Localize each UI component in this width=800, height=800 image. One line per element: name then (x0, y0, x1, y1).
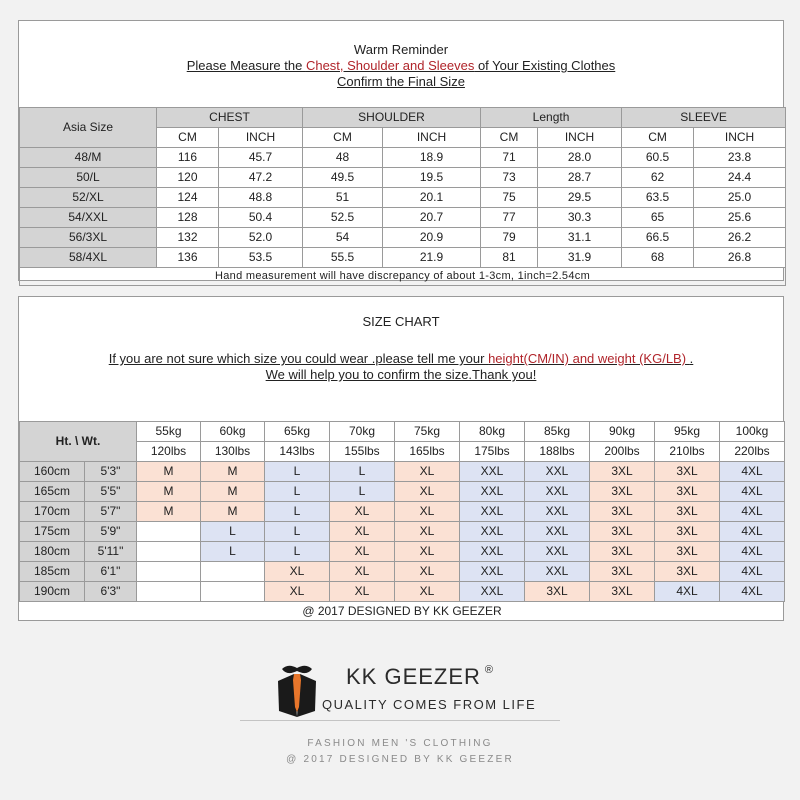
brand-name-text: KK GEEZER (346, 664, 481, 689)
weight-lbs-header: 210lbs (655, 442, 720, 462)
size-chart-row (20, 562, 785, 582)
height-ft-label: 5'11" (85, 542, 137, 562)
height-ft-label: 5'3" (85, 462, 137, 482)
size-cell: L (265, 502, 330, 522)
measurement-row (20, 148, 786, 168)
height-ft-label: 5'9" (85, 522, 137, 542)
measurement-cell: 18.9 (383, 148, 481, 168)
size-cell: 4XL (720, 482, 785, 502)
size-chart-row (20, 502, 785, 522)
size-cell: L (201, 522, 265, 542)
weight-kg-header: 100kg (720, 422, 785, 442)
measurement-cell: 54 (303, 228, 383, 248)
measurement-cell: 31.1 (538, 228, 622, 248)
measurement-cell: 20.9 (383, 228, 481, 248)
size-label: 50/L (20, 168, 157, 188)
reminder-suffix: of Your Existing Clothes (474, 58, 616, 73)
size-cell: L (201, 542, 265, 562)
weight-lbs-header: 220lbs (720, 442, 785, 462)
size-label: 58/4XL (20, 248, 157, 268)
size-cell: M (137, 462, 201, 482)
size-chart-row (20, 462, 785, 482)
size-chart-row (20, 482, 785, 502)
measurement-cell: 20.1 (383, 188, 481, 208)
instruction-highlight: height(CM/IN) and weight (KG/LB) (488, 351, 690, 366)
size-cell: XL (265, 582, 330, 602)
measurement-cell: 19.5 (383, 168, 481, 188)
size-cell: L (265, 522, 330, 542)
weight-kg-header: 80kg (460, 422, 525, 442)
weight-kg-header: 75kg (395, 422, 460, 442)
unit-header: INCH (694, 128, 786, 148)
reminder-prefix: Please Measure the (186, 58, 306, 73)
weight-kg-header: 55kg (137, 422, 201, 442)
size-cell (201, 582, 265, 602)
size-cell: XXL (460, 522, 525, 542)
size-cell: 3XL (590, 582, 655, 602)
unit-header: INCH (538, 128, 622, 148)
footer-copyright: @ 2017 DESIGNED BY KK GEEZER (286, 754, 514, 765)
measurement-cell: 124 (157, 188, 219, 208)
height-cm-label: 175cm (20, 522, 85, 542)
size-cell: 4XL (720, 582, 785, 602)
weight-lbs-header: 120lbs (137, 442, 201, 462)
size-cell: XXL (525, 482, 590, 502)
measurement-note: Hand measurement will have discrepancy of about 1-3cm, 1inch=2.54cm (20, 268, 786, 286)
size-cell: XL (395, 502, 460, 522)
measurement-group-row (20, 108, 786, 128)
height-cm-label: 185cm (20, 562, 85, 582)
weight-kg-header: 95kg (655, 422, 720, 442)
size-cell: XXL (460, 462, 525, 482)
measurement-cell: 120 (157, 168, 219, 188)
size-chart-help: We will help you to confirm the size.Thank you! (265, 367, 537, 382)
weight-kg-header: 65kg (265, 422, 330, 442)
instruction-prefix: If you are not sure which size you could wear .please tell me your (108, 351, 489, 366)
size-cell: XXL (460, 542, 525, 562)
measurement-cell: 132 (157, 228, 219, 248)
size-chart-instruction (19, 351, 783, 367)
measurement-cell: 63.5 (622, 188, 694, 208)
unit-header: CM (622, 128, 694, 148)
size-cell: XXL (460, 582, 525, 602)
measurement-cell: 24.4 (694, 168, 786, 188)
size-cell: XL (395, 582, 460, 602)
measurement-cell: 73 (481, 168, 538, 188)
measurement-cell: 136 (157, 248, 219, 268)
reminder-instruction (19, 58, 783, 74)
measurement-cell: 21.9 (383, 248, 481, 268)
weight-lbs-header: 155lbs (330, 442, 395, 462)
unit-header: CM (303, 128, 383, 148)
measurement-cell: 26.2 (694, 228, 786, 248)
size-cell: XL (395, 522, 460, 542)
size-cell: M (137, 482, 201, 502)
height-weight-corner: Ht. \ Wt. (20, 422, 137, 462)
size-cell: 3XL (590, 502, 655, 522)
size-cell: 3XL (590, 562, 655, 582)
size-cell: 3XL (655, 462, 720, 482)
size-cell: L (330, 482, 395, 502)
size-cell: XL (395, 562, 460, 582)
size-cell: L (265, 542, 330, 562)
size-cell: 4XL (720, 502, 785, 522)
sleeve-header: SLEEVE (622, 108, 786, 128)
size-chart-rows (20, 462, 785, 602)
size-cell: 3XL (655, 542, 720, 562)
measurement-cell: 79 (481, 228, 538, 248)
measurement-cell: 116 (157, 148, 219, 168)
weight-kg-header: 60kg (201, 422, 265, 442)
measurement-cell: 50.4 (219, 208, 303, 228)
size-cell: 3XL (590, 462, 655, 482)
size-chart-footer-row (20, 602, 785, 622)
size-cell: XL (395, 462, 460, 482)
measurement-cell: 23.8 (694, 148, 786, 168)
size-chart-title: SIZE CHART (362, 314, 440, 329)
size-cell: XXL (525, 562, 590, 582)
measurement-cell: 28.7 (538, 168, 622, 188)
measurement-row (20, 208, 786, 228)
size-chart-header (19, 297, 783, 421)
chest-header: CHEST (157, 108, 303, 128)
measurement-cell: 52.5 (303, 208, 383, 228)
size-cell: 4XL (655, 582, 720, 602)
measurement-note-row (20, 268, 786, 286)
size-cell (137, 582, 201, 602)
size-cell (137, 562, 201, 582)
size-cell: 3XL (655, 482, 720, 502)
size-cell: XL (330, 522, 395, 542)
measurement-cell: 45.7 (219, 148, 303, 168)
size-cell: 3XL (655, 522, 720, 542)
size-cell: XL (395, 482, 460, 502)
instruction-suffix: . (689, 351, 694, 366)
height-ft-label: 5'5" (85, 482, 137, 502)
unit-header: CM (157, 128, 219, 148)
reminder-confirm: Confirm the Final Size (337, 74, 465, 89)
size-cell: XXL (525, 502, 590, 522)
measurement-row (20, 168, 786, 188)
measurement-cell: 75 (481, 188, 538, 208)
size-cell: XXL (525, 522, 590, 542)
measurement-cell: 31.9 (538, 248, 622, 268)
measurement-cell: 66.5 (622, 228, 694, 248)
size-cell: XL (330, 542, 395, 562)
weight-lbs-header: 165lbs (395, 442, 460, 462)
size-cell: XXL (460, 482, 525, 502)
measurement-cell: 26.8 (694, 248, 786, 268)
size-cell: 3XL (590, 522, 655, 542)
size-cell: XL (330, 562, 395, 582)
height-cm-label: 180cm (20, 542, 85, 562)
size-cell: XXL (525, 542, 590, 562)
measurement-cell: 128 (157, 208, 219, 228)
size-cell: 4XL (720, 542, 785, 562)
measurement-panel (18, 20, 784, 281)
measurement-row (20, 248, 786, 268)
brand-name (346, 664, 494, 690)
asia-size-header: Asia Size (20, 108, 157, 148)
size-cell: XL (330, 582, 395, 602)
size-label: 54/XXL (20, 208, 157, 228)
height-cm-label: 160cm (20, 462, 85, 482)
measurement-cell: 55.5 (303, 248, 383, 268)
measurement-cell: 29.5 (538, 188, 622, 208)
measurement-cell: 20.7 (383, 208, 481, 228)
divider (240, 720, 560, 721)
measurement-cell: 49.5 (303, 168, 383, 188)
size-cell: XXL (460, 502, 525, 522)
size-chart-footer: @ 2017 DESIGNED BY KK GEEZER (20, 602, 785, 622)
height-ft-label: 6'3" (85, 582, 137, 602)
height-ft-label: 6'1" (85, 562, 137, 582)
size-cell: 3XL (590, 482, 655, 502)
size-cell: 3XL (525, 582, 590, 602)
size-cell (201, 562, 265, 582)
shoulder-header: SHOULDER (303, 108, 481, 128)
weight-kg-header: 90kg (590, 422, 655, 442)
size-cell: XXL (460, 562, 525, 582)
unit-header: INCH (219, 128, 303, 148)
measurement-cell: 51 (303, 188, 383, 208)
weight-lbs-header: 175lbs (460, 442, 525, 462)
measurement-cell: 28.0 (538, 148, 622, 168)
measurement-cell: 81 (481, 248, 538, 268)
unit-header: INCH (383, 128, 481, 148)
size-cell: L (265, 482, 330, 502)
size-label: 48/M (20, 148, 157, 168)
size-chart-row (20, 522, 785, 542)
size-cell: 3XL (655, 562, 720, 582)
measurement-row (20, 188, 786, 208)
length-header: Length (481, 108, 622, 128)
size-cell: 4XL (720, 462, 785, 482)
measurement-cell: 71 (481, 148, 538, 168)
size-cell: 4XL (720, 562, 785, 582)
size-cell: XL (395, 542, 460, 562)
measurement-cell: 47.2 (219, 168, 303, 188)
size-chart-panel (18, 296, 784, 621)
measurement-cell: 25.0 (694, 188, 786, 208)
suit-tie-mustache-icon (278, 666, 316, 717)
size-label: 52/XL (20, 188, 157, 208)
measurement-row (20, 228, 786, 248)
size-chart-table (19, 421, 785, 621)
brand-slogan: QUALITY COMES FROM LIFE (322, 697, 537, 712)
weight-kg-header: 85kg (525, 422, 590, 442)
size-cell: 4XL (720, 522, 785, 542)
warm-reminder-header (19, 21, 783, 107)
registered-mark: ® (484, 664, 495, 676)
measurement-cell: 68 (622, 248, 694, 268)
size-cell: L (330, 462, 395, 482)
measurement-cell: 77 (481, 208, 538, 228)
unit-header: CM (481, 128, 538, 148)
size-cell: XL (330, 502, 395, 522)
weight-kg-header: 70kg (330, 422, 395, 442)
size-cell (137, 522, 201, 542)
measurement-cell: 60.5 (622, 148, 694, 168)
weight-kg-row (20, 422, 785, 442)
measurement-cell: 25.6 (694, 208, 786, 228)
size-cell: XL (265, 562, 330, 582)
size-cell: L (265, 462, 330, 482)
size-cell: M (201, 462, 265, 482)
size-label: 56/3XL (20, 228, 157, 248)
size-cell: M (201, 502, 265, 522)
height-cm-label: 190cm (20, 582, 85, 602)
footer-tagline: FASHION MEN 'S CLOTHING (307, 738, 493, 749)
measurement-cell: 48.8 (219, 188, 303, 208)
measurement-cell: 52.0 (219, 228, 303, 248)
size-cell: 3XL (655, 502, 720, 522)
height-cm-label: 165cm (20, 482, 85, 502)
size-chart-row (20, 582, 785, 602)
measurement-cell: 30.3 (538, 208, 622, 228)
size-cell: XXL (525, 462, 590, 482)
weight-lbs-header: 143lbs (265, 442, 330, 462)
reminder-highlight: Chest, Shoulder and Sleeves (305, 58, 475, 73)
size-cell (137, 542, 201, 562)
size-chart-row (20, 542, 785, 562)
measurement-cell: 53.5 (219, 248, 303, 268)
weight-lbs-header: 200lbs (590, 442, 655, 462)
size-cell: M (137, 502, 201, 522)
weight-lbs-header: 188lbs (525, 442, 590, 462)
measurement-rows (20, 148, 786, 268)
measurement-cell: 62 (622, 168, 694, 188)
measurement-table (19, 107, 786, 286)
size-cell: 3XL (590, 542, 655, 562)
size-cell: M (201, 482, 265, 502)
warm-reminder-title: Warm Reminder (353, 42, 449, 57)
measurement-cell: 65 (622, 208, 694, 228)
weight-lbs-header: 130lbs (201, 442, 265, 462)
measurement-cell: 48 (303, 148, 383, 168)
height-ft-label: 5'7" (85, 502, 137, 522)
height-cm-label: 170cm (20, 502, 85, 522)
